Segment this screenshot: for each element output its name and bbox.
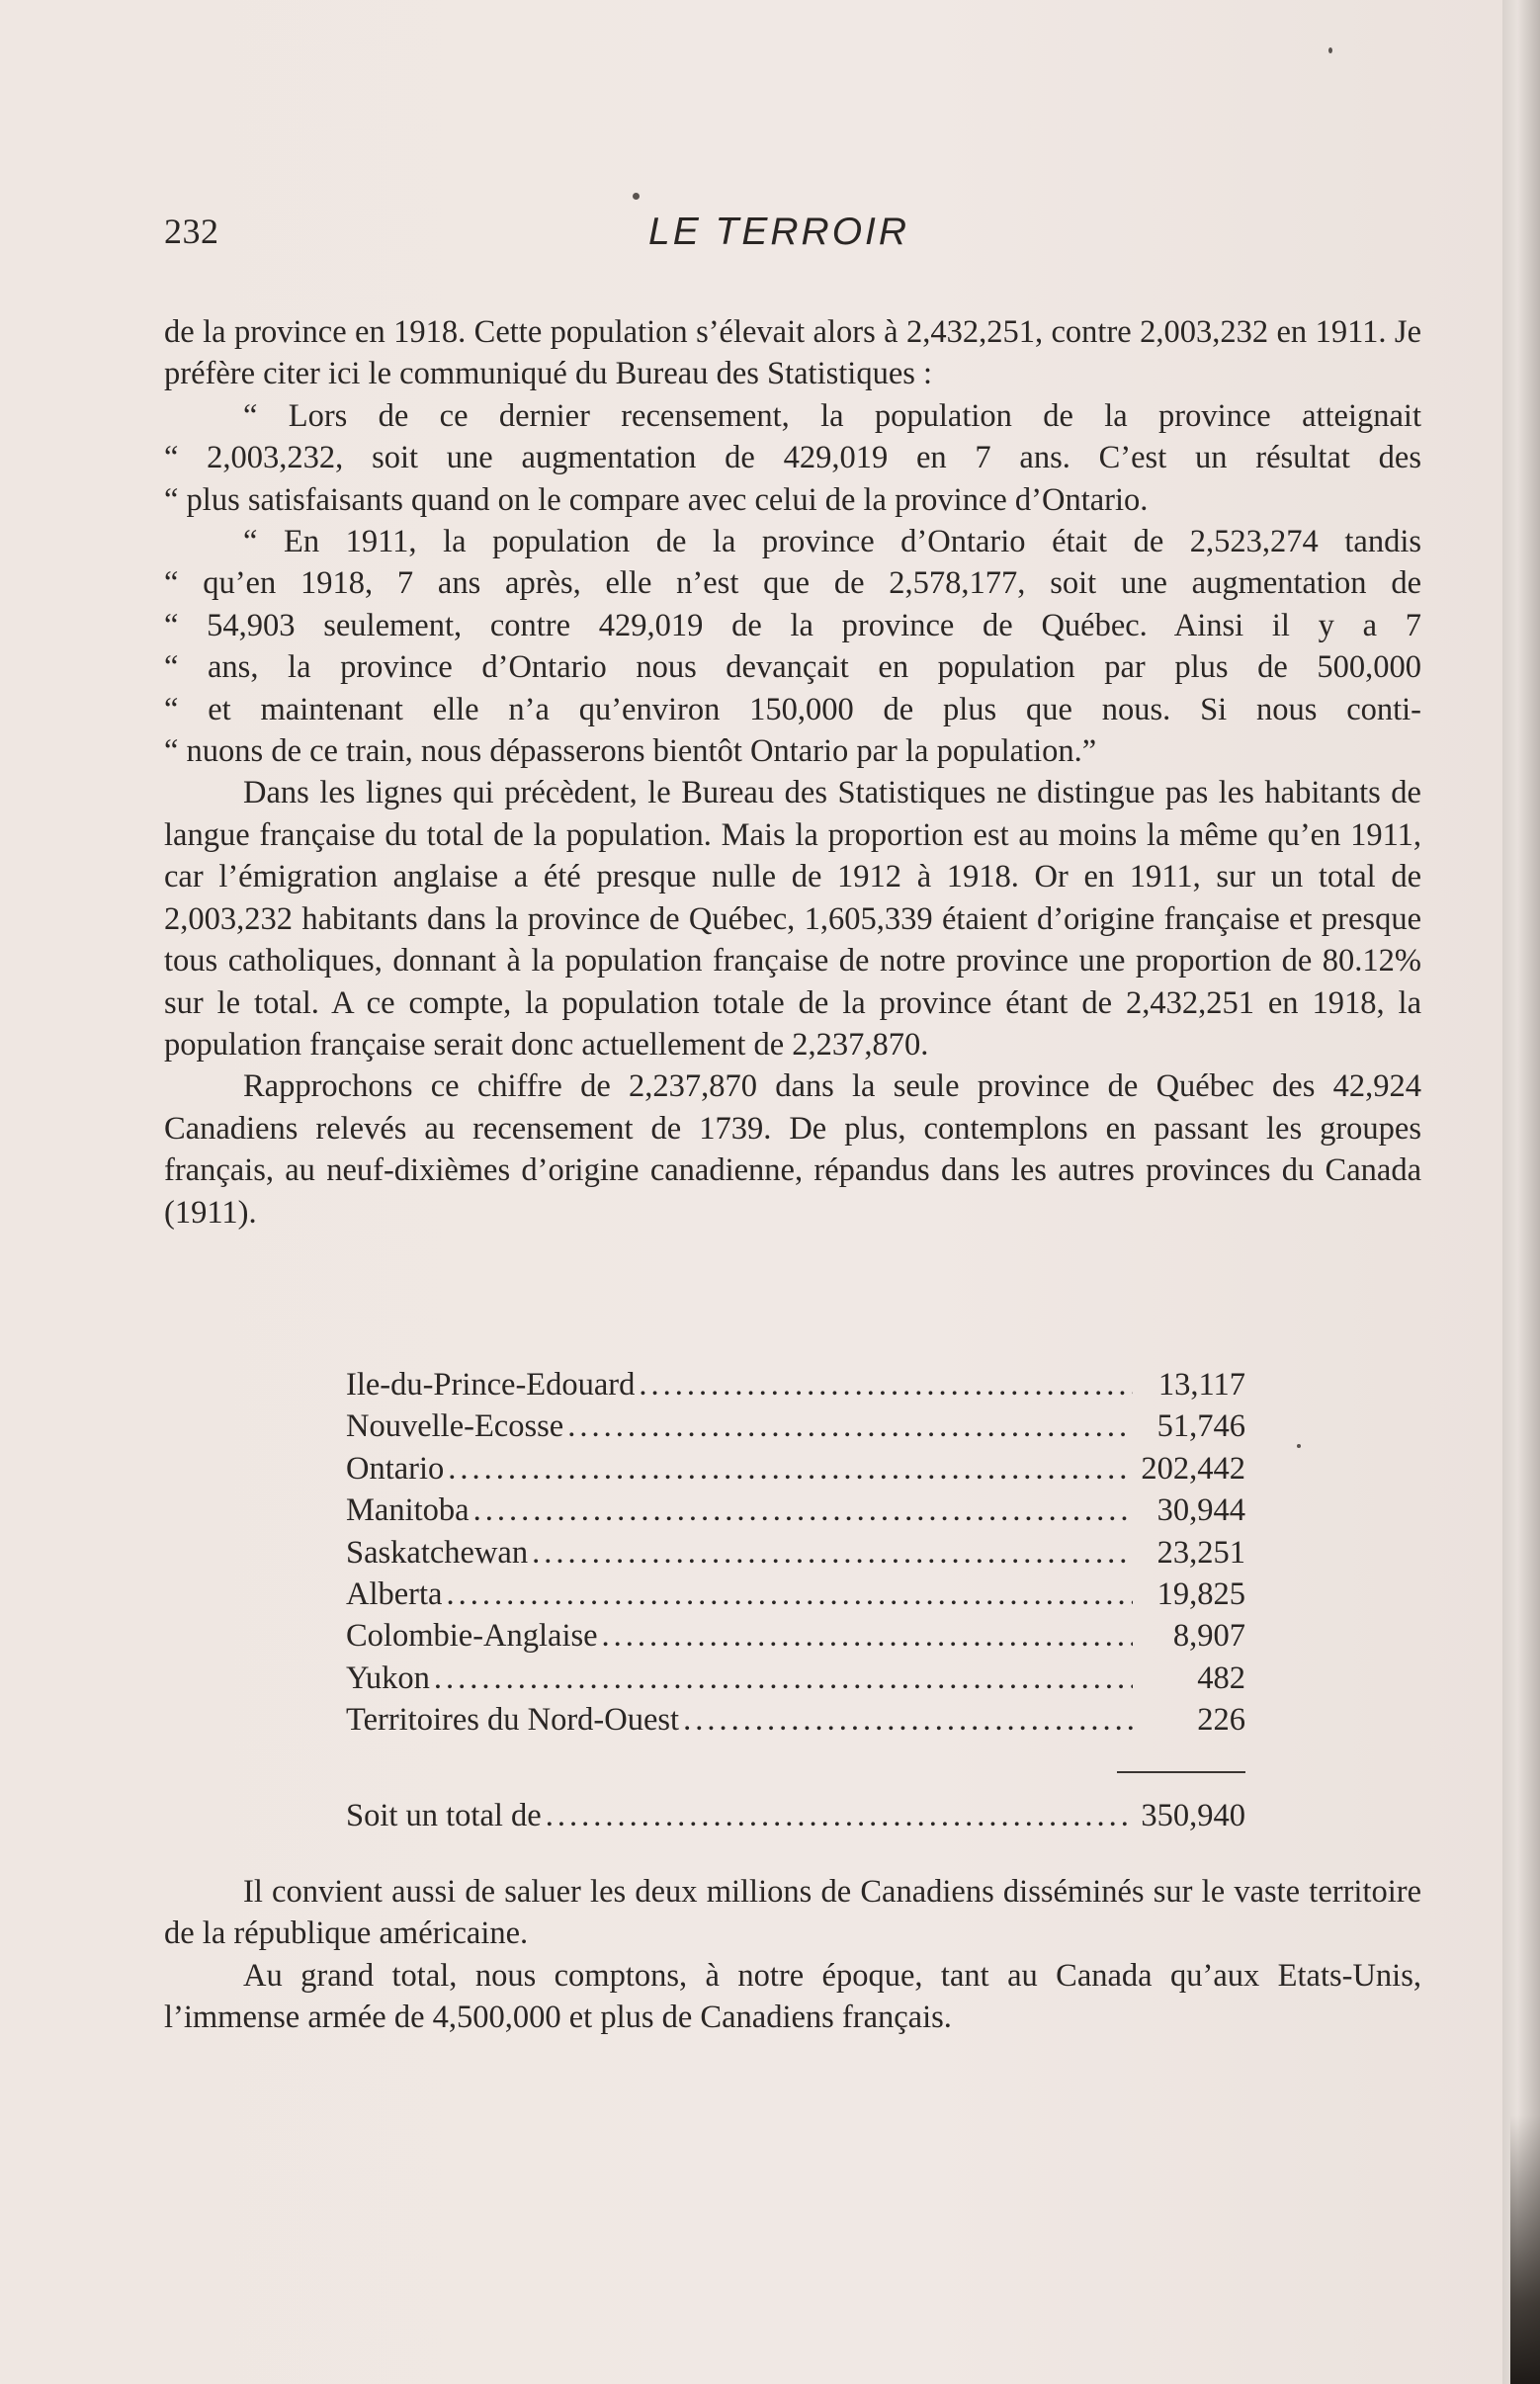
province-name: Yukon <box>346 1660 430 1696</box>
paragraph-americans: Il convient aussi de saluer les deux millions de Canadiens disséminés sur le vaste territoire de la république américaine. <box>164 1874 1421 1952</box>
paragraph-grand-total: Au grand total, nous comptons, à notre époque, tant au Canada qu’aux Etats-Unis, l’immense armée de 4,500,000 et plus de Canadiens français. <box>164 1957 1421 2036</box>
table-row <box>346 1658 1245 1699</box>
dot-leader <box>546 1795 1133 1836</box>
population-value: 226 <box>1197 1702 1245 1739</box>
table-row <box>346 1364 1245 1405</box>
quote-line: “ qu’en 1918, 7 ans après, elle n’est que de 2,578,177, soit une augmentation de <box>164 565 1421 602</box>
paper-speck <box>633 193 640 200</box>
table-row <box>346 1532 1245 1574</box>
quote-line: “ et maintenant elle n’a qu’environ 150,000 de plus que nous. Si nous conti- <box>164 691 1421 727</box>
population-table <box>346 1364 1245 1833</box>
population-value: 23,251 <box>1156 1534 1245 1571</box>
dot-leader <box>683 1699 1133 1741</box>
dot-leader <box>434 1658 1133 1699</box>
province-name: Ontario <box>346 1450 445 1487</box>
quotation <box>164 395 1421 773</box>
table-row <box>346 1699 1245 1741</box>
quote-line: “ 2,003,232, soit une augmentation de 429,019 en 7 ans. C’est un résultat des <box>164 440 1421 476</box>
province-name: Manitoba <box>346 1492 470 1529</box>
quote-line: “ ans, la province d’Ontario nous devançait en population par plus de 500,000 <box>164 649 1421 686</box>
table-row <box>346 1574 1245 1615</box>
population-value: 13,117 <box>1157 1367 1245 1403</box>
paragraph-intro: de la province en 1918. Cette population s’élevait alors à 2,432,251, contre 2,003,232 en 1911. Je préfère citer ici le communiqué du Bureau des Statistiques : <box>164 314 1421 392</box>
dot-leader <box>602 1615 1133 1657</box>
province-name: Alberta <box>346 1575 443 1612</box>
body-text <box>164 311 1421 1234</box>
total-rule <box>1117 1771 1245 1773</box>
dot-leader <box>448 1448 1133 1490</box>
quote-line: “ 54,903 seulement, contre 429,019 de la province de Québec. Ainsi il y a 7 <box>164 607 1421 643</box>
table-row <box>346 1490 1245 1531</box>
journal-title: LE TERROIR <box>648 211 910 253</box>
quote-line: “ Lors de ce dernier recensement, la population de la province atteignait <box>243 397 1421 434</box>
province-name: Nouvelle-Ecosse <box>346 1408 564 1445</box>
total-value: 350,940 <box>1141 1798 1245 1833</box>
population-value: 30,944 <box>1156 1492 1245 1529</box>
total-row <box>346 1795 1245 1836</box>
dot-leader <box>446 1574 1133 1615</box>
province-name: Ile-du-Prince-Edouard <box>346 1367 636 1403</box>
dot-leader <box>639 1364 1133 1405</box>
total-label: Soit un total de <box>346 1798 542 1833</box>
population-value: 202,442 <box>1141 1450 1245 1487</box>
table-row <box>346 1448 1245 1490</box>
dot-leader <box>567 1405 1133 1447</box>
population-value: 51,746 <box>1156 1408 1245 1445</box>
population-value: 19,825 <box>1156 1575 1245 1612</box>
province-name: Territoires du Nord-Ouest <box>346 1702 680 1739</box>
province-name: Colombie-Anglaise <box>346 1618 598 1655</box>
page-edge <box>1502 0 1540 2384</box>
paper-speck <box>1328 47 1332 53</box>
province-name: Saskatchewan <box>346 1534 529 1571</box>
dot-leader <box>532 1532 1133 1574</box>
paragraph-proportion: Dans les lignes qui précèdent, le Bureau des Statistiques ne distingue pas les habitants de langue française du total de la population. Mais la proportion est au moins la même qu’en 1911, car l’émigration anglaise a été presque nulle de 1912 à 1918. Or en 1911, sur un total de 2,003,232 habitants dans la province de Québec, 1,605,339 étaient d’origine française et presque tous catholiques, donnant à la population française de notre province une proportion de 80.12% sur le total. A ce compte, la population totale de la province étant de 2,432,251 en 1918, la population française serait donc actuellement de 2,237,870. <box>164 775 1421 1063</box>
table-row <box>346 1405 1245 1447</box>
quote-line: “ En 1911, la population de la province d’Ontario était de 2,523,274 tandis <box>243 524 1421 560</box>
running-head <box>164 211 1421 270</box>
closing-text <box>164 1871 1421 2039</box>
dot-leader <box>473 1490 1133 1531</box>
binding-shadow <box>1510 2115 1540 2384</box>
table-row <box>346 1615 1245 1657</box>
population-value: 8,907 <box>1172 1618 1245 1655</box>
quote-line: “ nuons de ce train, nous dépasserons bientôt Ontario par la population.” <box>164 733 1097 770</box>
page-number: 232 <box>164 212 219 251</box>
population-value: 482 <box>1197 1660 1245 1696</box>
paper-speck <box>1297 1444 1301 1448</box>
paragraph-comparison: Rapprochons ce chiffre de 2,237,870 dans la seule province de Québec des 42,924 Canadiens relevés au recensement de 1739. De plus, contemplons en passant les groupes français, au neuf-dixièmes d’origine canadienne, répandus dans les autres provinces du Canada (1911). <box>164 1068 1421 1231</box>
quote-line: “ plus satisfaisants quand on le compare avec celui de la province d’Ontario. <box>164 481 1149 518</box>
